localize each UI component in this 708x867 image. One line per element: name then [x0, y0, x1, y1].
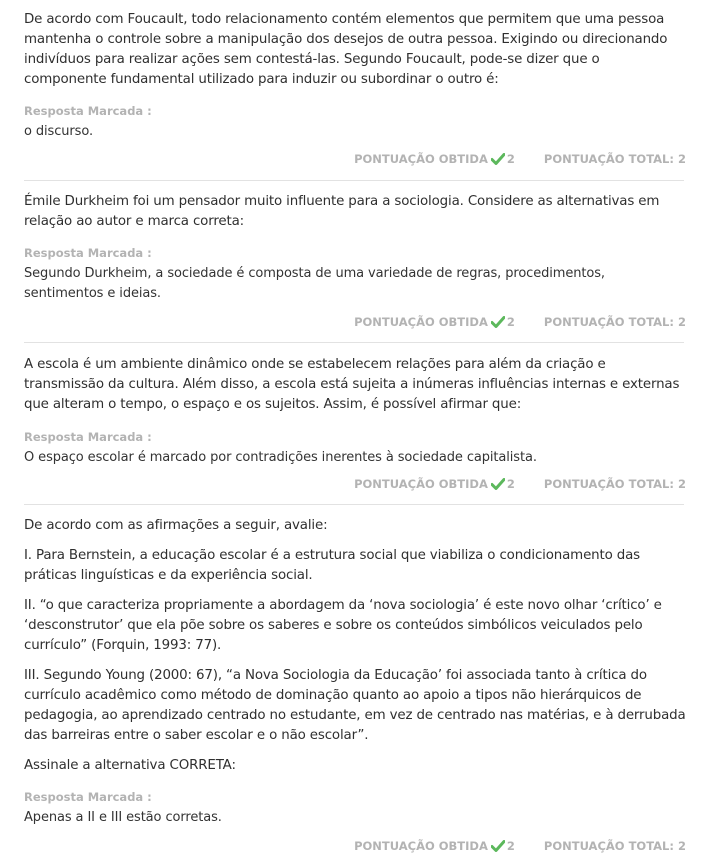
score-row [354, 314, 686, 330]
score-total-value: 2 [677, 315, 686, 329]
divider [24, 180, 684, 181]
answer-label: Resposta Marcada : [24, 104, 152, 118]
question-text [24, 355, 686, 415]
score-obtained-label: PONTUAÇÃO OBTIDA [354, 839, 488, 853]
answer-label: Resposta Marcada : [24, 430, 152, 444]
check-icon [491, 840, 505, 852]
score-total-value: 2 [677, 839, 686, 853]
score-obtained-label: PONTUAÇÃO OBTIDA [354, 315, 488, 329]
question-paragraph: De acordo com as afirmações a seguir, avalie: [24, 518, 328, 533]
question-text [24, 516, 686, 776]
answer-text: O espaço escolar é marcado por contradições inerentes à sociedade capitalista. [24, 450, 537, 465]
score-obtained [354, 152, 515, 166]
question-paragraph: De acordo com Foucault, todo relacionamento contém elementos que permitem que uma pessoa mantenha o controle sobre a manipulação dos desejos de outra pessoa. Exigindo ou direcionando indivíduos para realizar ações sem contestá-las. Segundo Foucault, pode-se dizer que o componente fundamental utilizado para induzir ou subordinar o outro é: [24, 12, 668, 87]
question-paragraph: I. Para Bernstein, a educação escolar é a estrutura social que viabiliza o condicionamento das práticas linguísticas e da experiência social. [24, 548, 640, 583]
answer-text: Apenas a II e III estão corretas. [24, 810, 222, 825]
score-total [544, 839, 686, 853]
question-block [24, 192, 686, 329]
check-icon [491, 316, 505, 328]
score-total [544, 152, 686, 166]
check-icon [491, 478, 505, 490]
score-obtained-label: PONTUAÇÃO OBTIDA [354, 477, 488, 491]
question-text [24, 192, 686, 232]
question-block [24, 355, 686, 491]
score-obtained-value: 2 [506, 315, 515, 329]
score-total-value: 2 [677, 152, 686, 166]
question-paragraph: Émile Durkheim foi um pensador muito influente para a sociologia. Considere as alternativas em relação ao autor e marca correta: [24, 194, 660, 229]
score-row [354, 476, 686, 492]
answer-label: Resposta Marcada : [24, 246, 152, 260]
score-obtained [354, 477, 515, 491]
answer-text: o discurso. [24, 124, 93, 139]
score-total-label: PONTUAÇÃO TOTAL: [543, 315, 674, 329]
divider [24, 504, 684, 505]
score-total-label: PONTUAÇÃO TOTAL: [543, 477, 674, 491]
question-paragraph: Assinale a alternativa CORRETA: [24, 758, 236, 773]
score-total-label: PONTUAÇÃO TOTAL: [543, 839, 674, 853]
question-block [24, 516, 686, 853]
question-text [24, 10, 686, 90]
score-total [544, 477, 686, 491]
question-paragraph: II. “o que caracteriza propriamente a abordagem da ‘nova sociologia’ é este novo olhar ‘crítico’ e ‘desconstrutor’ que ela põe sobre os saberes e sobre os conteúdos simbólicos veiculados pelo currículo” (Forquin, 1993: 77). [24, 598, 662, 653]
score-row [354, 838, 686, 854]
answer-label: Resposta Marcada : [24, 790, 152, 804]
score-obtained-value: 2 [506, 477, 515, 491]
score-total-value: 2 [677, 477, 686, 491]
score-obtained-label: PONTUAÇÃO OBTIDA [354, 152, 488, 166]
score-obtained [354, 315, 515, 329]
answer-text: Segundo Durkheim, a sociedade é composta de uma variedade de regras, procedimentos, sentimentos e ideias. [24, 266, 605, 301]
score-obtained-value: 2 [506, 152, 515, 166]
question-paragraph: III. Segundo Young (2000: 67), “a Nova Sociologia da Educação’ foi associada tanto à crítica do currículo acadêmico como método de dominação quanto ao apoio a tipos não hierárquicos de pedagogia, ao aprendizado centrado no estudante, em vez de centrado nas matérias, e à derrubada das barreiras entre o saber escolar e o não escolar”. [24, 668, 686, 743]
question-block [24, 10, 686, 166]
divider [24, 342, 684, 343]
score-obtained [354, 839, 515, 853]
check-icon [491, 153, 505, 165]
score-total-label: PONTUAÇÃO TOTAL: [543, 152, 674, 166]
score-total [544, 315, 686, 329]
score-obtained-value: 2 [506, 839, 515, 853]
score-row [354, 151, 686, 167]
question-paragraph: A escola é um ambiente dinâmico onde se estabelecem relações para além da criação e transmissão da cultura. Além disso, a escola está sujeita a inúmeras influências internas e externas que alteram o tempo, o espaço e os sujeitos. Assim, é possível afirmar que: [24, 357, 680, 412]
